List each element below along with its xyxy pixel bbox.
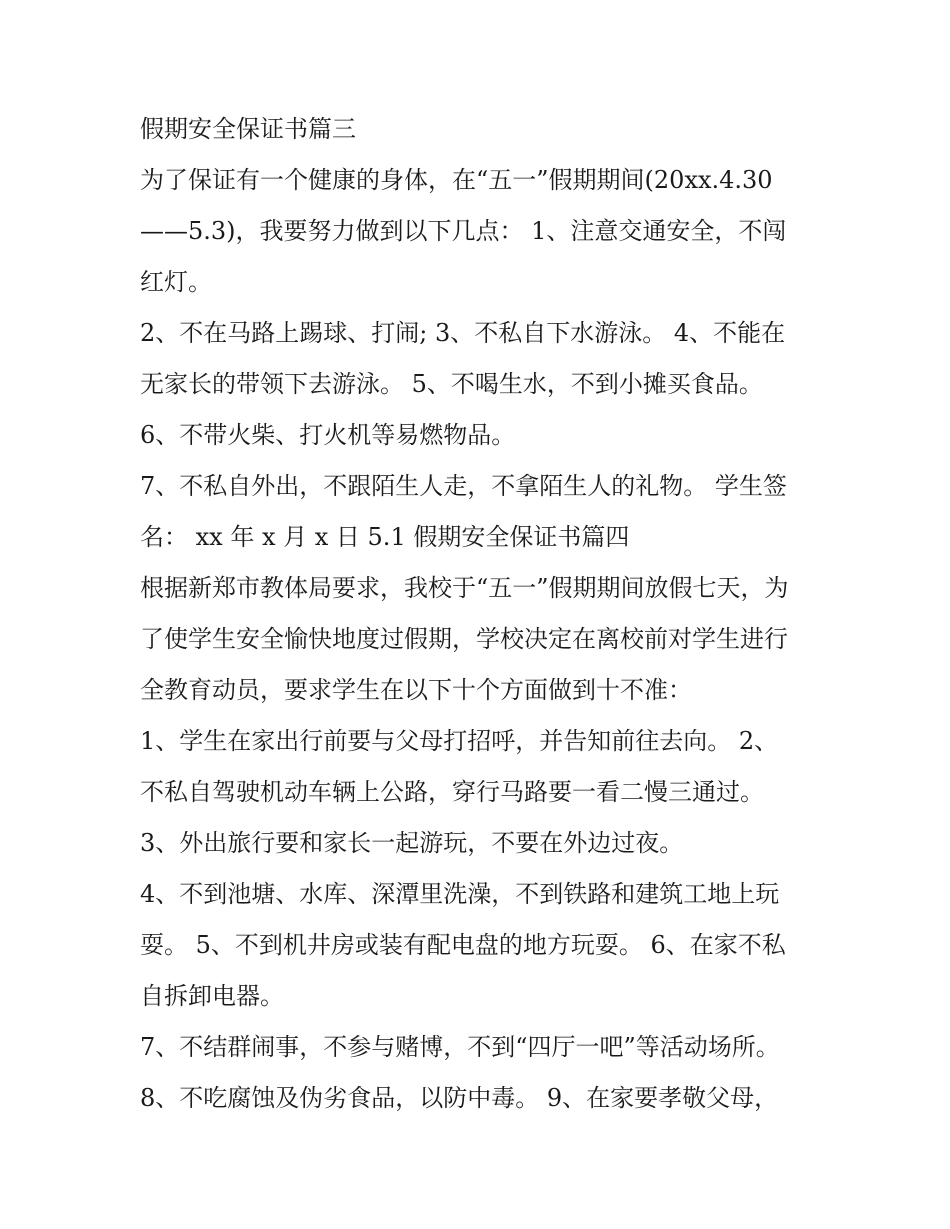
text-line: 红灯。 <box>140 268 212 296</box>
text-line: 无家长的带领下去游泳。 5、不喝生水，不到小摊买食品。 <box>140 370 763 398</box>
text-line: 8、不吃腐蚀及伪劣食品，以防中毒。 9、在家要孝敬父母， <box>140 1084 779 1112</box>
text-line: 自拆卸电器。 <box>140 982 284 1010</box>
text-line: 了使学生安全愉快地度过假期，学校决定在离校前对学生进行 <box>140 625 788 653</box>
text-line: 名： xx 年 x 月 x 日 5.1 假期安全保证书篇四 <box>140 523 630 551</box>
text-line: 1、学生在家出行前要与父母打招呼，并告知前往去向。 2、 <box>140 727 779 755</box>
document-body <box>140 104 830 1124</box>
document-title: 假期安全保证书篇三 <box>140 115 356 143</box>
text-line: 为了保证有一个健康的身体，在“五一”假期期间(20xx.4.30 <box>140 166 773 194</box>
text-line: 全教育动员，要求学生在以下十个方面做到十不准： <box>140 676 692 704</box>
text-line: 6、不带火柴、打火机等易燃物品。 <box>140 421 516 449</box>
text-line: 不私自驾驶机动车辆上公路，穿行马路要一看二慢三通过。 <box>140 778 764 806</box>
text-line: 7、不结群闹事，不参与赌博，不到“四厅一吧”等活动场所。 <box>140 1033 780 1061</box>
text-line: 耍。 5、不到机井房或装有配电盘的地方玩耍。 6、在家不私 <box>140 931 786 959</box>
text-line: ——5.3)，我要努力做到以下几点： 1、注意交通安全，不闯 <box>140 217 787 245</box>
text-line: 3、外出旅行要和家长一起游玩，不要在外边过夜。 <box>140 829 684 857</box>
text-line: 2、不在马路上踢球、打闹; 3、不私自下水游泳。 4、不能在 <box>140 319 786 347</box>
text-line: 4、不到池塘、水库、深潭里洗澡，不到铁路和建筑工地上玩 <box>140 880 780 908</box>
text-line: 根据新郑市教体局要求，我校于“五一”假期期间放假七天，为 <box>140 574 789 602</box>
text-line: 7、不私自外出，不跟陌生人走，不拿陌生人的礼物。 学生签 <box>140 472 787 500</box>
